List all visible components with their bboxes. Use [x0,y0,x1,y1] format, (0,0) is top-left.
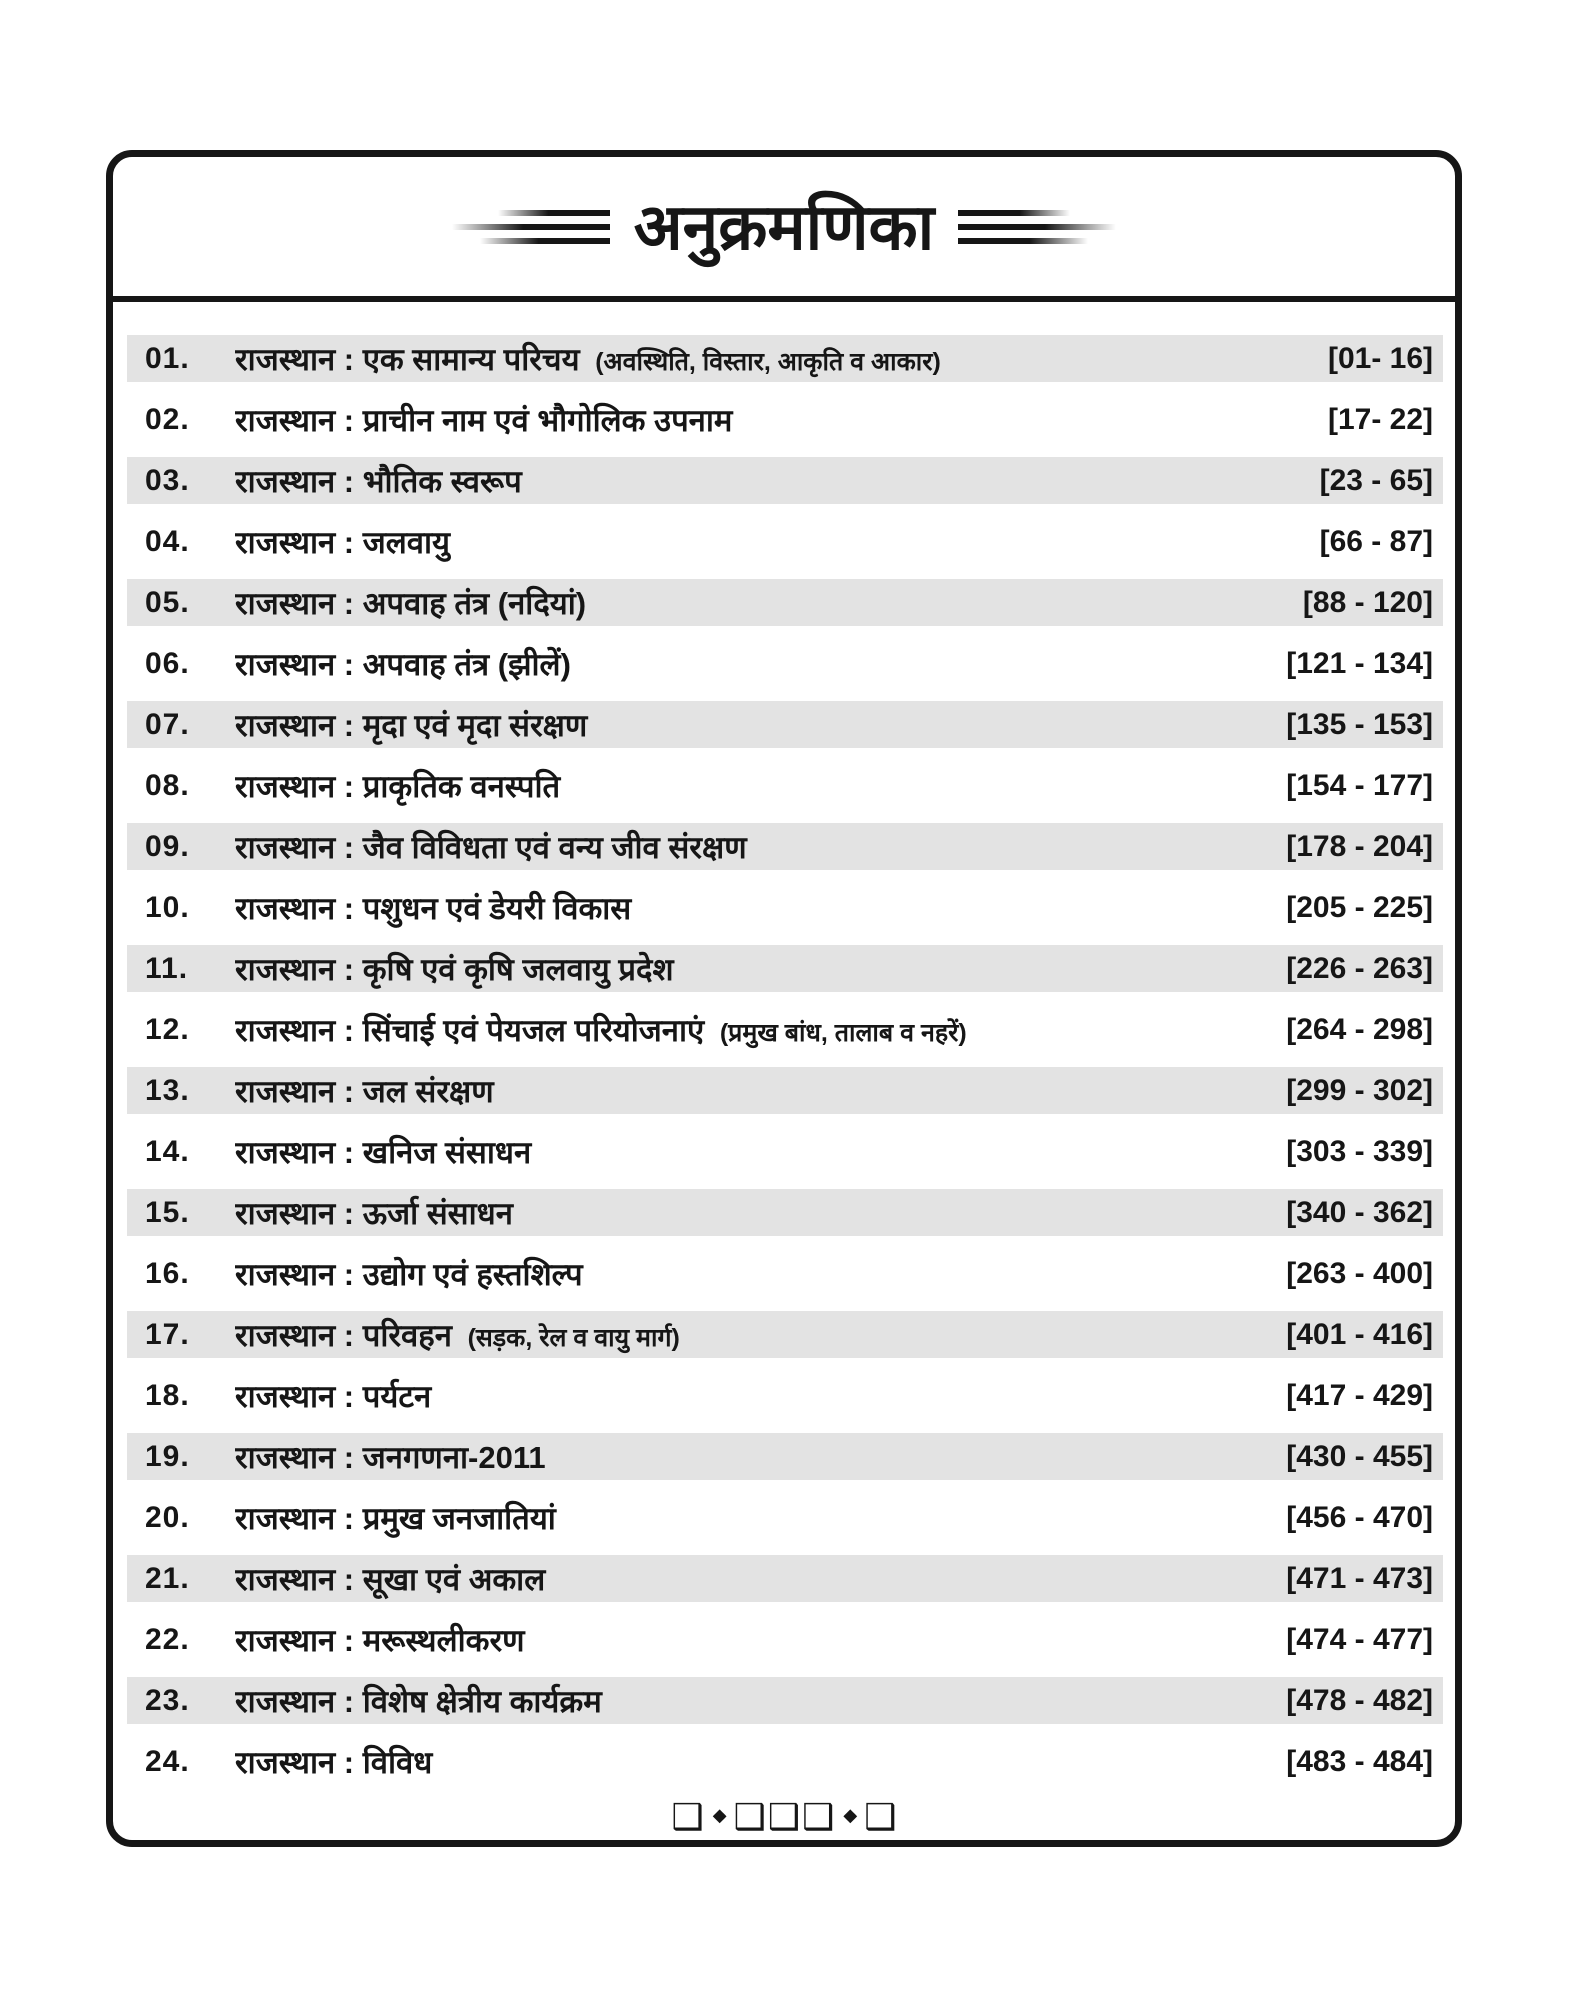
chapter-number: 17. [145,1317,190,1351]
chapter-pages: [135 - 153] [1286,707,1433,741]
chapter-pages: [263 - 400] [1286,1256,1433,1290]
chapter-number: 09. [145,829,190,863]
chapter-number: 12. [145,1012,190,1046]
chapter-number: 23. [145,1683,190,1717]
shadowed-square-icon: ❑ [864,1796,899,1837]
chapter-number: 24. [145,1744,190,1778]
chapter-title: राजस्थान : विविध [235,1744,433,1780]
speed-lines-left-icon [452,206,610,248]
footer-ornament [127,1796,1443,1837]
diamond-icon: ◆ [712,1805,727,1825]
chapter-pages: [456 - 470] [1286,1500,1433,1534]
toc-row [127,1555,1443,1602]
chapter-pages: [226 - 263] [1286,951,1433,985]
chapter-title: राजस्थान : खनिज संसाधन [235,1134,532,1170]
chapter-pages: [478 - 482] [1286,1683,1433,1717]
toc-row [127,518,1443,565]
toc-row [127,701,1443,748]
chapter-title: राजस्थान : जल संरक्षण [235,1073,494,1109]
toc-row [127,335,1443,382]
shadowed-square-icon: ❑ [802,1796,837,1837]
chapter-pages: [121 - 134] [1286,646,1433,680]
shadowed-square-icon: ❑ [767,1796,803,1837]
shadowed-square-icon: ❑ [733,1796,768,1837]
chapter-number: 01. [145,341,190,375]
chapter-title: राजस्थान : प्राकृतिक वनस्पति [235,768,561,804]
toc-list [113,302,1455,1835]
toc-row [127,640,1443,687]
chapter-subtitle: (प्रमुख बांध, तालाब व नहरें) [719,1018,967,1047]
chapter-title: राजस्थान : ऊर्जा संसाधन [235,1195,513,1231]
chapter-title: राजस्थान : सिंचाई एवं पेयजल परियोजनाएं (प्रमुख बांध, तालाब व नहरें) [235,1012,967,1048]
chapter-title: राजस्थान : पर्यटन [235,1378,432,1414]
toc-row [127,1067,1443,1114]
chapter-title: राजस्थान : भौतिक स्वरूप [235,463,522,499]
chapter-pages: [430 - 455] [1286,1439,1433,1473]
toc-row [127,945,1443,992]
toc-row [127,396,1443,443]
diamond-icon: ◆ [843,1805,858,1825]
chapter-title: राजस्थान : प्राचीन नाम एवं भौगोलिक उपनाम [235,402,733,438]
chapter-title: राजस्थान : पशुधन एवं डेयरी विकास [235,890,632,926]
toc-row [127,457,1443,504]
chapter-title: राजस्थान : परिवहन (सड़क, रेल व वायु मार्ग) [235,1317,680,1353]
toc-row [127,1494,1443,1541]
toc-row [127,1433,1443,1480]
chapter-number: 20. [145,1500,190,1534]
chapter-pages: [01- 16] [1327,341,1433,375]
toc-row [127,823,1443,870]
chapter-number: 08. [145,768,190,802]
toc-row [127,1372,1443,1419]
chapter-title: राजस्थान : जलवायु [235,524,451,560]
toc-row [127,1250,1443,1297]
chapter-number: 13. [145,1073,190,1107]
toc-row [127,1738,1443,1785]
chapter-pages: [205 - 225] [1286,890,1433,924]
chapter-title: राजस्थान : मृदा एवं मृदा संरक्षण [235,707,588,743]
chapter-number: 03. [145,463,190,497]
chapter-number: 19. [145,1439,190,1473]
chapter-title: राजस्थान : मरूस्थलीकरण [235,1622,525,1658]
toc-header [113,157,1455,302]
chapter-pages: [17- 22] [1327,402,1433,436]
chapter-number: 07. [145,707,190,741]
chapter-pages: [401 - 416] [1286,1317,1433,1351]
chapter-pages: [66 - 87] [1319,524,1433,558]
chapter-number: 10. [145,890,190,924]
chapter-pages: [299 - 302] [1286,1073,1433,1107]
chapter-subtitle: (अवस्थिति, विस्तार, आकृति व आकार) [595,347,941,376]
toc-row [127,1616,1443,1663]
toc-row [127,579,1443,626]
chapter-pages: [474 - 477] [1286,1622,1433,1656]
chapter-title: राजस्थान : विशेष क्षेत्रीय कार्यक्रम [235,1683,602,1719]
toc-row [127,1006,1443,1053]
chapter-title: राजस्थान : सूखा एवं अकाल [235,1561,546,1597]
shadowed-square-icon: ❑ [671,1796,706,1837]
toc-row [127,884,1443,931]
chapter-number: 11. [145,951,189,985]
page-title: अनुक्रमणिका [633,190,935,263]
chapter-title: राजस्थान : जैव विविधता एवं वन्य जीव संरक्षण [235,829,747,865]
chapter-pages: [23 - 65] [1319,463,1433,497]
chapter-title: राजस्थान : प्रमुख जनजातियां [235,1500,556,1536]
toc-row [127,1189,1443,1236]
chapter-title: राजस्थान : जनगणना-2011 [235,1439,546,1475]
toc-row [127,1311,1443,1358]
toc-row [127,762,1443,809]
chapter-number: 15. [145,1195,190,1229]
chapter-pages: [303 - 339] [1286,1134,1433,1168]
chapter-pages: [178 - 204] [1286,829,1433,863]
chapter-number: 04. [145,524,190,558]
toc-frame [106,150,1462,1847]
chapter-number: 06. [145,646,190,680]
chapter-number: 16. [145,1256,190,1290]
chapter-number: 22. [145,1622,190,1656]
chapter-pages: [483 - 484] [1286,1744,1433,1778]
toc-row [127,1128,1443,1175]
chapter-title: राजस्थान : अपवाह तंत्र (नदियां) [235,585,587,621]
chapter-number: 14. [145,1134,190,1168]
toc-row [127,1677,1443,1724]
chapter-pages: [154 - 177] [1286,768,1433,802]
chapter-title: राजस्थान : एक सामान्य परिचय (अवस्थिति, विस्तार, आकृति व आकार) [235,341,941,377]
chapter-title: राजस्थान : उद्योग एवं हस्तशिल्प [235,1256,583,1292]
chapter-number: 21. [145,1561,190,1595]
chapter-pages: [471 - 473] [1286,1561,1433,1595]
chapter-title: राजस्थान : कृषि एवं कृषि जलवायु प्रदेश [235,951,674,987]
chapter-pages: [88 - 120] [1302,585,1433,619]
speed-lines-right-icon [958,206,1116,248]
chapter-number: 05. [145,585,190,619]
chapter-number: 02. [145,402,190,436]
chapter-title: राजस्थान : अपवाह तंत्र (झीलें) [235,646,571,682]
chapter-pages: [417 - 429] [1286,1378,1433,1412]
chapter-number: 18. [145,1378,190,1412]
chapter-pages: [340 - 362] [1286,1195,1433,1229]
chapter-pages: [264 - 298] [1286,1012,1433,1046]
chapter-subtitle: (सड़क, रेल व वायु मार्ग) [467,1323,680,1352]
